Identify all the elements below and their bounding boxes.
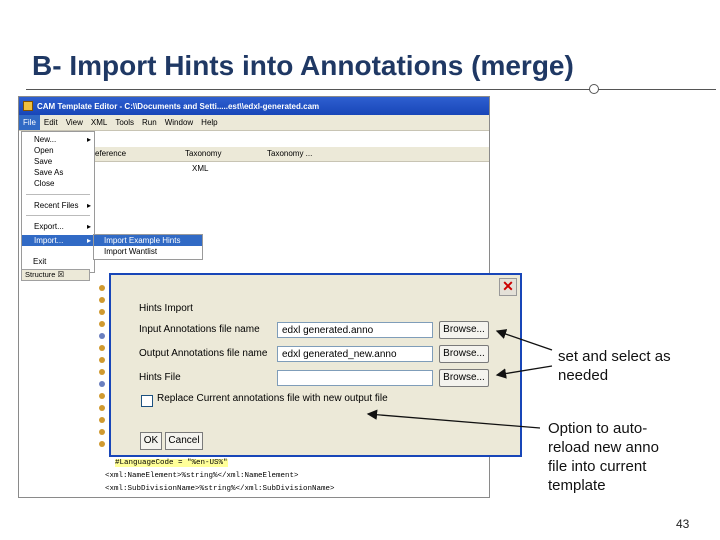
submenu-arrow-icon: ▸ <box>86 135 91 144</box>
table-column-headers <box>93 147 489 162</box>
output-annotations-field[interactable]: edxl generated_new.anno <box>277 346 433 362</box>
replace-annotations-checkbox[interactable] <box>141 395 153 407</box>
menubar <box>19 115 489 131</box>
menu-view[interactable]: View <box>65 118 83 127</box>
submenu-import-example-hints[interactable]: Import Example Hints <box>94 235 202 246</box>
file-menu-close[interactable]: Close <box>34 179 55 188</box>
callout-reload-text <box>548 419 659 495</box>
close-icon: ✕ <box>502 278 514 294</box>
callout-line: file into current <box>548 458 647 475</box>
tree-node-icon <box>99 393 105 399</box>
file-menu-save-as[interactable]: Save As <box>34 168 64 177</box>
menu-run[interactable]: Run <box>142 118 157 127</box>
tree-node-icon <box>99 405 105 411</box>
ok-button[interactable]: OK <box>140 432 162 450</box>
submenu-arrow-icon: ▸ <box>86 201 91 210</box>
menu-xml[interactable]: XML <box>90 118 108 127</box>
tree-node-icon <box>99 309 105 315</box>
menu-edit[interactable]: Edit <box>43 118 58 127</box>
table-cell: XML <box>192 164 209 173</box>
file-menu-dropdown <box>21 131 95 273</box>
title-underline <box>26 89 716 90</box>
structure-tab[interactable]: Structure ☒ <box>21 269 90 281</box>
slide-number: 43 <box>676 517 690 531</box>
column-header-taxonomy[interactable]: Taxonomy <box>185 149 222 158</box>
tree-node-icon <box>99 321 105 327</box>
file-menu-recent-files[interactable]: Recent Files ▸ <box>34 201 91 210</box>
tree-node-icon <box>99 429 105 435</box>
structure-tab-label: Structure <box>25 270 56 279</box>
submenu-arrow-icon: ▸ <box>86 222 91 231</box>
tree-node-icon <box>99 333 105 339</box>
dialog-close-button[interactable] <box>499 278 517 296</box>
tree-line[interactable]: <xml:SubDivisionName>%string%</xml:SubDivisionName> <box>105 485 335 493</box>
file-menu-open[interactable]: Open <box>34 146 54 155</box>
tree-line[interactable]: <xml:NameElement>%string%</xml:NameElement> <box>105 472 299 480</box>
file-menu-export[interactable]: Export... ▸ <box>34 222 91 231</box>
hints-import-dialog <box>109 273 522 457</box>
tree-node-icon <box>99 369 105 375</box>
tree-node-icon <box>99 297 105 303</box>
dialog-title: Hints Import <box>139 303 193 314</box>
menu-help[interactable]: Help <box>201 118 218 127</box>
submenu-import-wantlist[interactable]: Import Wantlist <box>104 247 158 256</box>
browse-hints-button[interactable]: Browse... <box>439 369 489 387</box>
menu-separator <box>26 194 90 195</box>
slide-title: B- Import Hints into Annotations (merge) <box>32 50 574 81</box>
cancel-button[interactable]: Cancel <box>165 432 203 450</box>
callout-select-text <box>558 347 671 385</box>
tree-node-icon <box>99 441 105 447</box>
menu-tools[interactable]: Tools <box>115 118 135 127</box>
tree-line[interactable]: #LanguageCode = "%en-US%" <box>115 459 228 467</box>
title-decoration-knob <box>589 84 599 94</box>
menu-separator <box>26 215 90 216</box>
tree-node-icon <box>99 381 105 387</box>
hints-file-field[interactable] <box>277 370 433 386</box>
column-header-reference[interactable]: eference <box>95 149 127 158</box>
replace-annotations-label: Replace Current annotations file with new output file <box>157 393 388 404</box>
input-annotations-label: Input Annotations file name <box>139 324 260 335</box>
tree-node-icon <box>99 345 105 351</box>
menu-file[interactable]: File <box>19 115 40 130</box>
callout-line: Option to auto- <box>548 420 648 437</box>
file-menu-exit[interactable]: Exit <box>33 257 47 266</box>
output-annotations-label: Output Annotations file name <box>139 348 268 359</box>
file-menu-import[interactable]: Import... ▸ <box>22 235 94 246</box>
file-menu-new[interactable]: New... ▸ <box>34 135 91 144</box>
tree-node-icon <box>99 357 105 363</box>
callout-line: reload new anno <box>548 439 659 456</box>
tree-node-icon <box>99 417 105 423</box>
callout-line: needed <box>558 367 609 384</box>
menu-window[interactable]: Window <box>164 118 194 127</box>
window-title: CAM Template Editor - C:\\Documents and Setti.....est\\edxl-generated.cam <box>37 101 320 111</box>
input-annotations-field[interactable]: edxl generated.anno <box>277 322 433 338</box>
app-icon <box>23 101 33 111</box>
file-menu-save[interactable]: Save <box>34 157 53 166</box>
window-titlebar[interactable] <box>19 97 489 115</box>
browse-output-button[interactable]: Browse... <box>439 345 489 363</box>
import-submenu <box>93 234 203 260</box>
tree-node-icon <box>99 285 105 291</box>
hints-file-label: Hints File <box>139 372 181 383</box>
callout-line: set and select as <box>558 348 671 365</box>
browse-input-button[interactable]: Browse... <box>439 321 489 339</box>
submenu-arrow-icon: ▸ <box>86 236 91 245</box>
column-header-taxonomy-2[interactable]: Taxonomy ... <box>267 149 313 158</box>
callout-line: template <box>548 477 606 494</box>
